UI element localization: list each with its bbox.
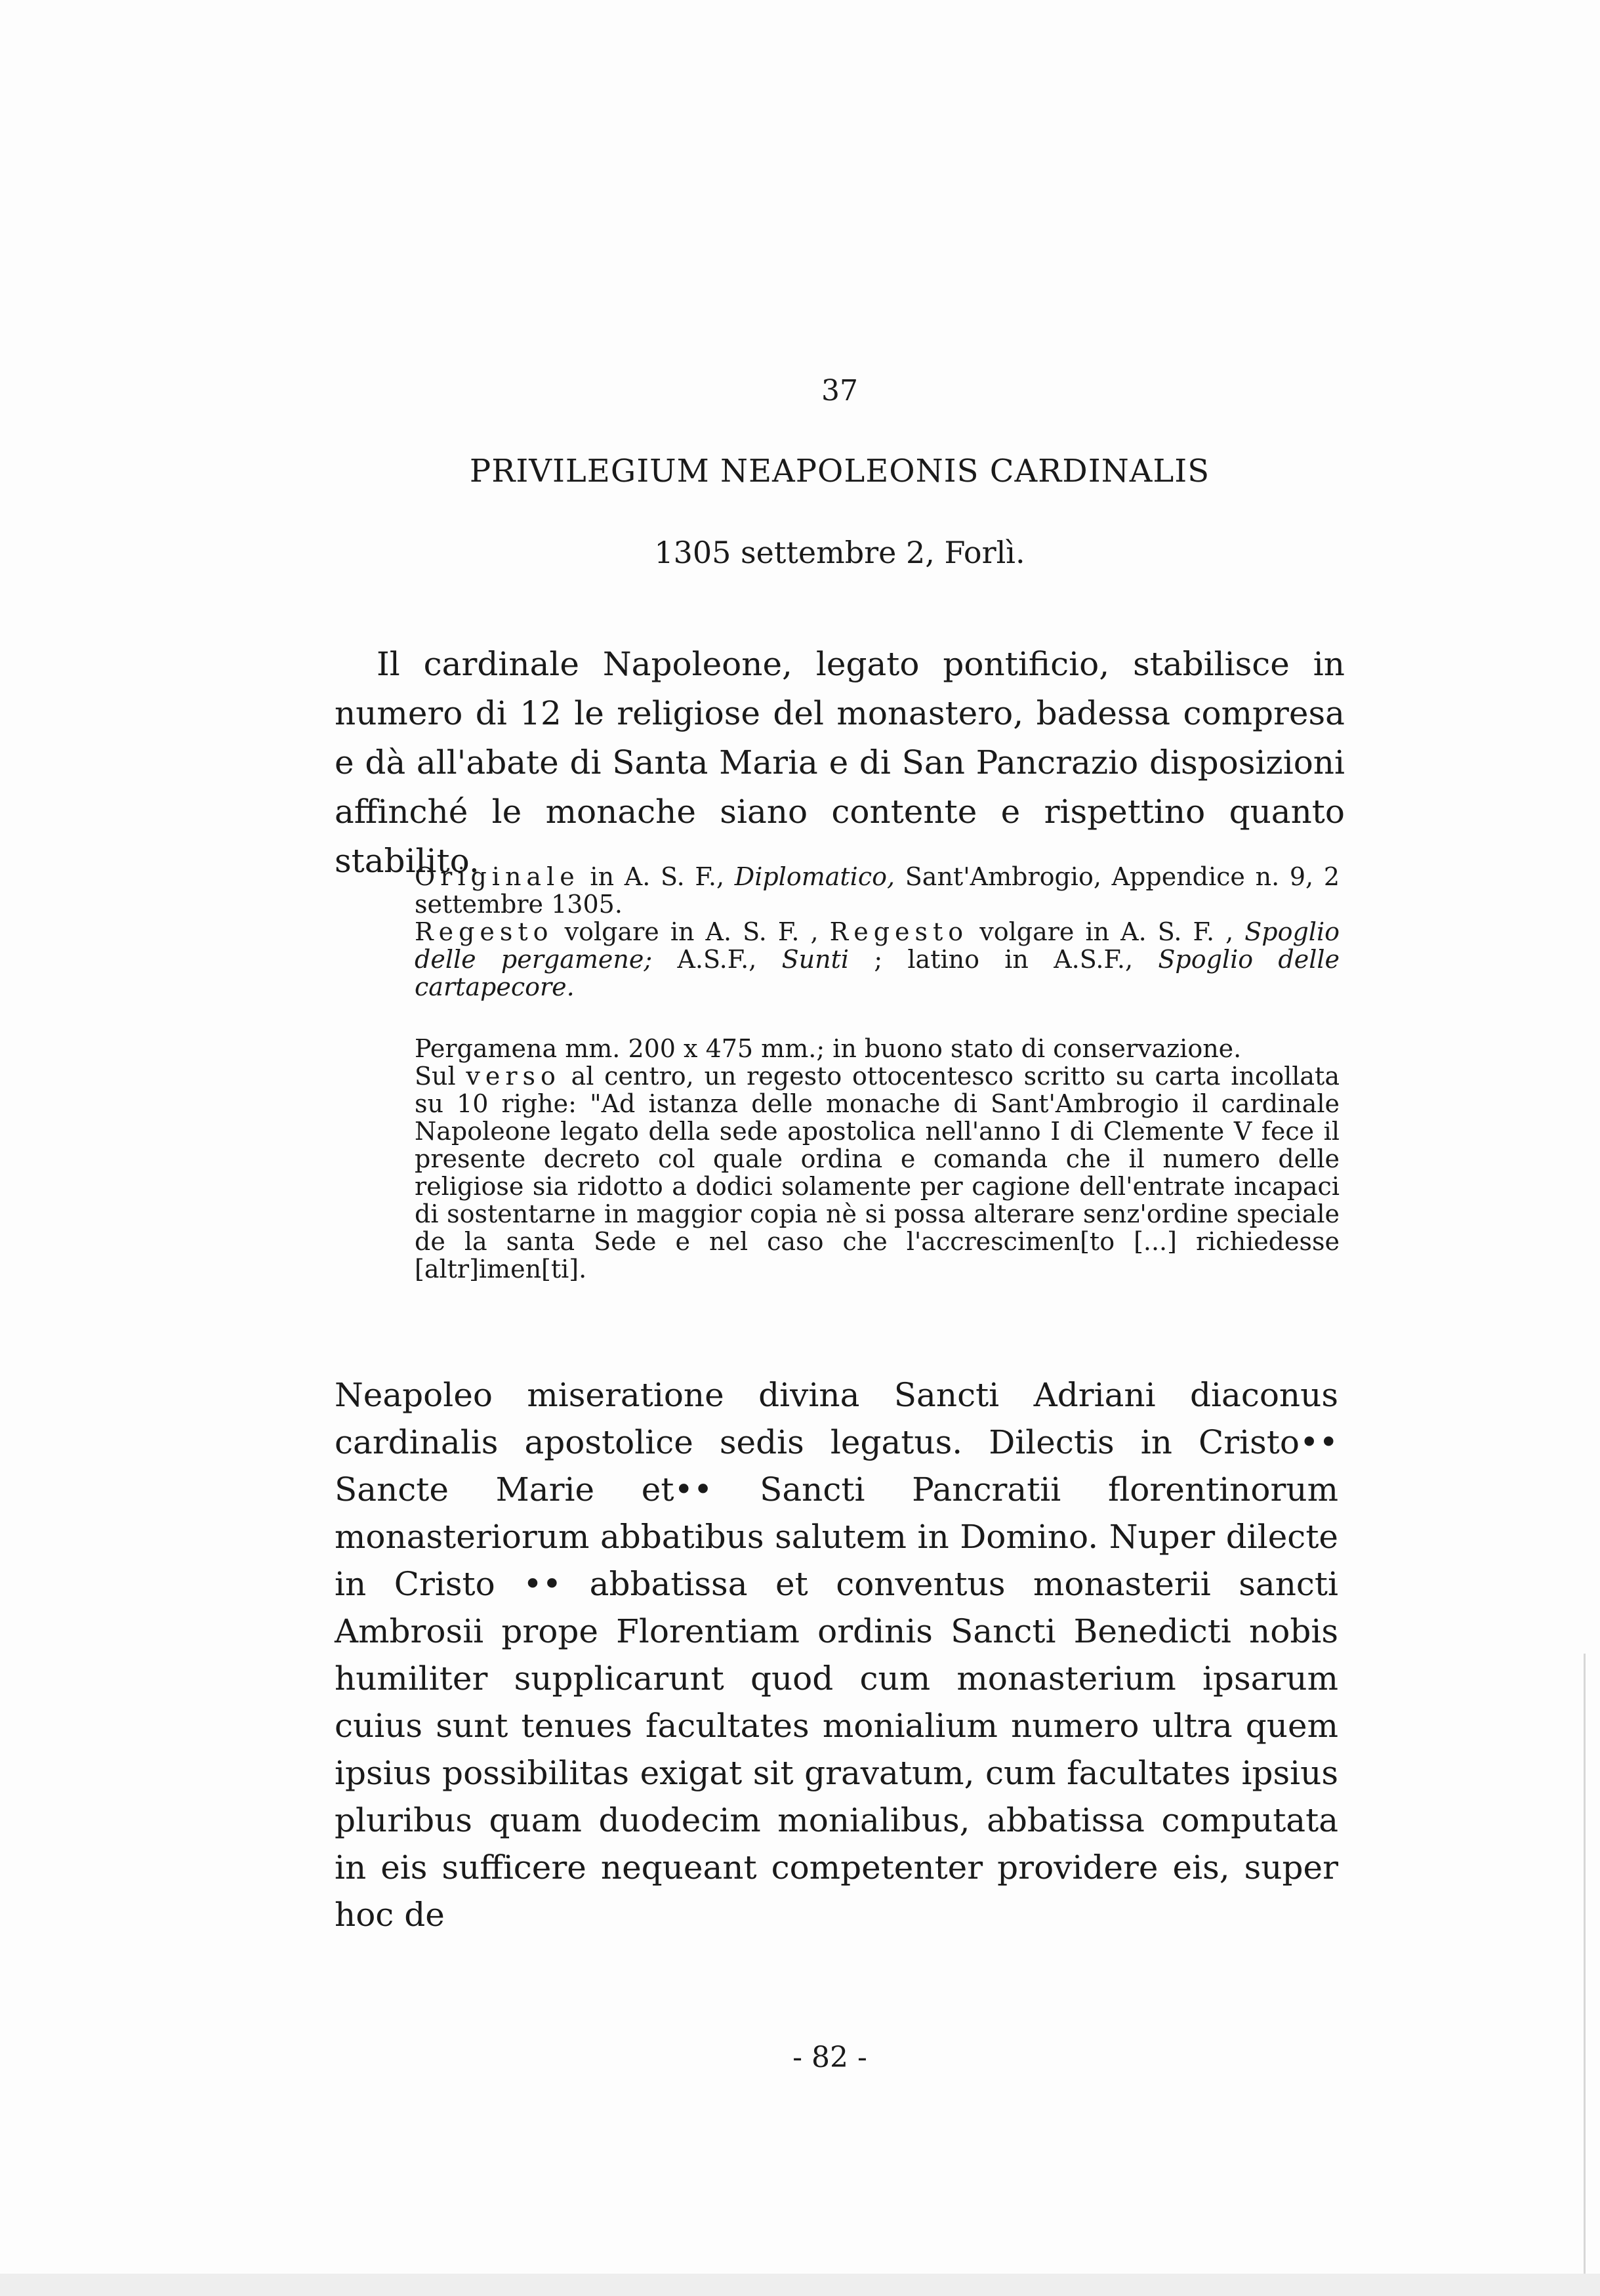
note-regesto (415, 918, 1340, 1001)
regesto-text-1: volgare in A. S. F. , (553, 917, 830, 946)
originale-label: Originale (415, 862, 580, 891)
document-date: 1305 settembre 2, Forlì. (654, 535, 1025, 570)
verso-prefix: Sul (415, 1062, 466, 1091)
page-bottom-shadow (0, 2274, 1600, 2296)
archival-notes (415, 863, 1340, 1283)
page-edge-shadow (1584, 1654, 1586, 2284)
regesto-label-1: Regesto (415, 917, 554, 946)
note-pergamena: Pergamena mm. 200 x 475 mm.; in buono stato di conservazione. (415, 1034, 1242, 1063)
note-verso (415, 1062, 1340, 1283)
spoglio-italic-1: Spoglio delle pergamene; (415, 917, 1340, 974)
regesto-label-2: Regesto (829, 917, 969, 946)
document-number: 37 (821, 374, 858, 407)
document-title: PRIVILEGIUM NEAPOLEONIS CARDINALIS (469, 453, 1210, 490)
originale-italic: Diplomatico, (734, 862, 895, 891)
note-originale (415, 863, 1340, 918)
originale-text-a: in A. S. F., (579, 862, 735, 891)
regesto-text-4: ; latino in A.S.F., (849, 945, 1159, 974)
latin-body-text: Neapoleo miseratione divina Sancti Adriani diaconus cardinalis apostolice sedis legatus. Dilectis in Cristo•• Sancte Marie et•• Sancti Pancratii florentinorum monasteriorum abbatibus salutem in Domino. Nuper dilecte in Cristo •• abbatissa et conventus monasterii sancti Ambrosii prope Florentiam ordinis Sancti Benedicti nobis humiliter supplicarunt quod cum monasterium ipsarum cuius sunt tenues facultates monialium numero ultra quem ipsius possibilitas exigat sit gravatum, cum facultates ipsius pluribus quam duodecim monialibus, abbatissa computata in eis sufficere nequeant competenter providere eis, super hoc de (335, 1376, 1338, 1934)
document-summary: Il cardinale Napoleone, legato pontificio, stabilisce in numero di 12 le religiose del monastero, badessa compresa e dà all'abate di Santa Maria e di San Pancrazio disposizioni affinché le monache siano contente e rispettino quanto stabilito. (335, 645, 1345, 880)
regesto-text-3: A.S.F., (652, 945, 782, 974)
spoglio-italic-2: Spoglio delle cartapecore. (415, 945, 1340, 1001)
sunti-italic: Sunti (781, 945, 850, 974)
verso-text: al centro, un regesto ottocentesco scritto su carta incollata su 10 righe: "Ad istanza delle monache di Sant'Ambrogio il cardinale Napoleone legato della sede apostolica nell'anno I di Clemente V fece il presente decreto col quale ordina e comanda che il numero delle religiose sia ridotto a dodici solamente per cagione dell'entrate incapaci di sostentarne in maggior copia nè si possa alterare senz'ordine speciale de la santa Sede e nel caso che l'accrescimen[to [...] richiedesse [altr]imen[ti]. (415, 1062, 1340, 1284)
originale-text-b: Sant'Ambrogio, Appendice n. 9, 2 settembre 1305. (415, 862, 1340, 919)
regesto-text-2: volgare in A. S. F. , (968, 917, 1245, 946)
page-number: - 82 - (792, 2041, 867, 2074)
verso-label: verso (466, 1062, 561, 1091)
